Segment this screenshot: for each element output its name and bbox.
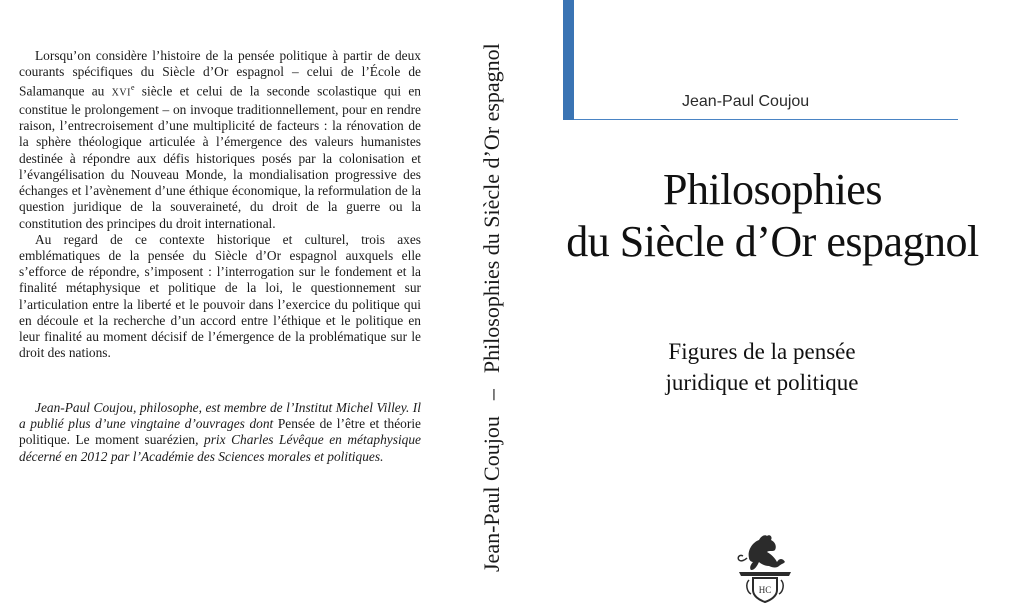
front-cover (522, 0, 1023, 604)
back-paragraph-2: Au regard de ce contexte historique et culturel, trois axes emblématiques de la pensée du Siècle d’Or espagnol auxquels elle s’efforce de répondre, s’imposent : l’interrogation sur le fondement et la finalité métaphysique et politique de la loi, le questionnement sur l’articulation entre la liberté et le pouvoir dans l’exercice du politique qui en découle et la recherche d’un accord entre l’éthique et le politique en leur finalité au moment décisif de l’émergence de la problématique sur le droit des nations. (19, 231, 421, 361)
title-line-2: du Siècle d’Or espagnol (566, 217, 979, 266)
spine-separator: – (479, 389, 504, 401)
back-paragraph-1-start: Lorsqu’on considère l’histoire de la pensée politique à partir de deux courants spécifiques du Siècle d’Or espagnol – celui de l’École de Salamanque au (19, 48, 421, 99)
accent-bar (563, 0, 574, 120)
back-cover (0, 0, 450, 604)
publisher-horse-emblem-icon (729, 528, 801, 604)
back-cover-text (19, 48, 421, 361)
century-superscript: e (130, 83, 135, 93)
subtitle-line-2: juridique et politique (665, 370, 859, 395)
subtitle-line-1: Figures de la pensée (668, 339, 856, 364)
spine-title: Philosophies du Siècle d’Or espagnol (479, 43, 504, 374)
author-bio (19, 400, 421, 465)
front-author: Jean-Paul Coujou (682, 93, 810, 110)
accent-rule (574, 119, 958, 120)
logo-monogram: HC (758, 585, 772, 595)
spine-author: Jean-Paul Coujou (479, 416, 504, 572)
book-title (522, 164, 1023, 268)
back-paragraph-1-end: siècle et celui de la seconde scolastique qui en constitue le prolongement – on invoque traditionnellement, pour en rendre raison, l’entrecroisement d’une multiplicité de facteurs : la rénovation de la sphère théologique articulée à l’émergence des valeurs humanistes destinée à répondre aux défis historiques posés par la colonisation et l’évangélisation du Nouveau Monde, la mondialisation progressive des échanges et l’avènement d’une éthique économique, la reformulation de la question juridique de la souveraineté, du droit de la guerre ou la constitution des principes du droit international. (19, 83, 421, 231)
century-numeral: XVI (111, 87, 131, 99)
book-subtitle (592, 336, 932, 398)
back-paragraph-1 (19, 48, 421, 232)
spine (462, 0, 522, 604)
spine-text (479, 43, 505, 572)
title-line-1: Philosophies (663, 165, 882, 214)
bio-italic-1: Jean-Paul Coujou, philosophe, est membre de l’Institut Michel Villey. Il a publié plus d’une vingtaine d’ouvrages dont (19, 400, 421, 432)
bio-book-title: Pensée de l’être et théorie politique. Le moment suarézien (19, 416, 421, 448)
bio-italic-2: , prix Charles Lévêque en métaphysique décerné en 2012 par l’Académie des Sciences morales et politiques. (19, 432, 421, 464)
